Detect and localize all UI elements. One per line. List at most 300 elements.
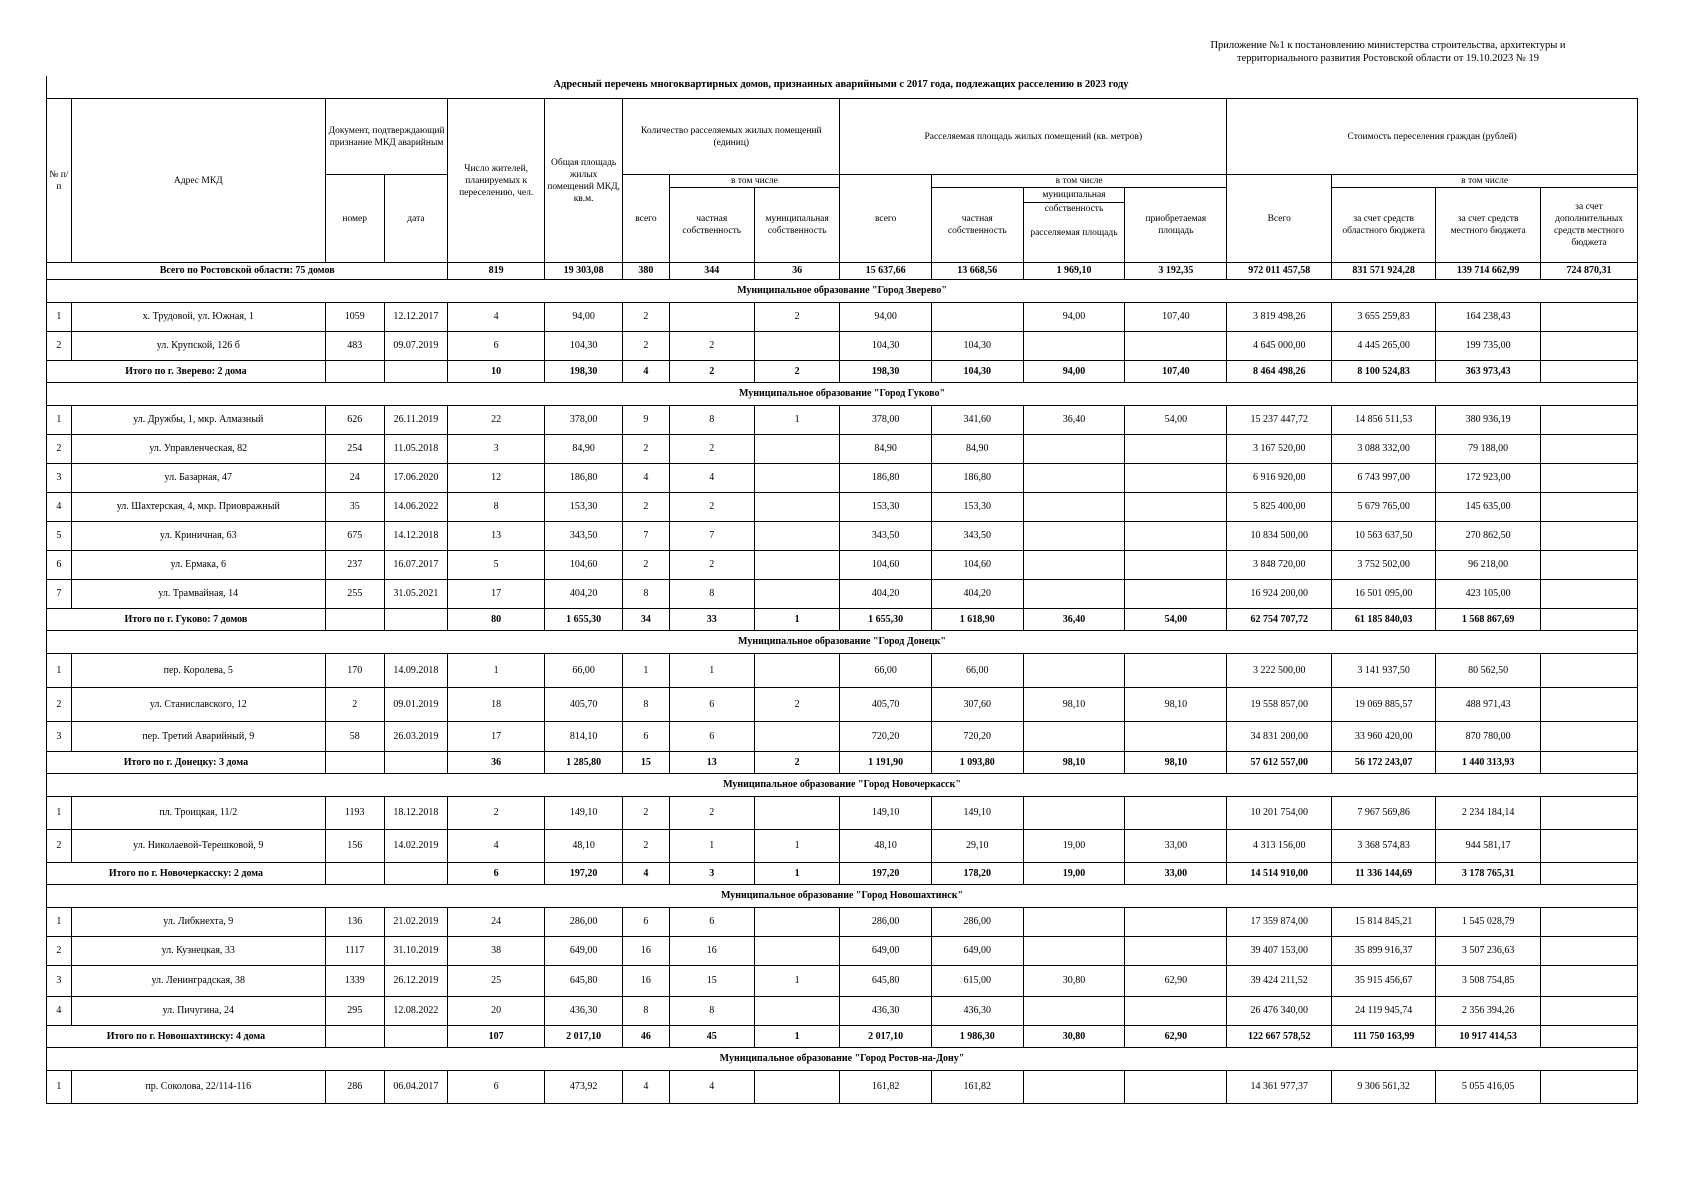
- table-row: [47, 966, 1638, 997]
- cell-area-acquired: [1125, 797, 1227, 830]
- cell-area-total: 378,00: [840, 406, 932, 435]
- cell-area-acquired: [1125, 464, 1227, 493]
- cell-residents: 6: [448, 1071, 545, 1104]
- cell-cost-total: 10 201 754,00: [1227, 797, 1332, 830]
- table-row: [47, 435, 1638, 464]
- cell-cost-regional: 14 856 511,53: [1332, 406, 1436, 435]
- header-area-municipal: муниципальная собственность: [1024, 188, 1125, 203]
- cell-municipal: [754, 464, 839, 493]
- cell-municipal: [754, 493, 839, 522]
- cell-doc-number: 35: [325, 493, 384, 522]
- cell-cost-extra: [1541, 1071, 1638, 1104]
- table-row: [47, 654, 1638, 688]
- cell-residents: 107: [448, 1026, 545, 1048]
- cell-area-acquired: [1125, 522, 1227, 551]
- cell-units: 9: [623, 406, 669, 435]
- cell-cost-total: 3 819 498,26: [1227, 303, 1332, 332]
- cell-municipal: 2: [754, 688, 839, 722]
- cell-area-total: 197,20: [840, 863, 932, 885]
- cell-cost-regional: 111 750 163,99: [1332, 1026, 1436, 1048]
- cell-municipal: [754, 551, 839, 580]
- cell-cost-regional: 15 814 845,21: [1332, 908, 1436, 937]
- cell-residents: 1: [448, 654, 545, 688]
- cell-doc-date: 26.03.2019: [384, 722, 448, 752]
- cell-doc-date: 31.10.2019: [384, 937, 448, 966]
- subtotal-label: Итого по г. Зверево: 2 дома: [47, 361, 326, 383]
- cell-units: 4: [623, 361, 669, 383]
- cell-area-private: 178,20: [931, 863, 1023, 885]
- cell-cost-local: 172 923,00: [1436, 464, 1541, 493]
- cell-cost-total: 6 916 920,00: [1227, 464, 1332, 493]
- cell-area-total: 149,10: [840, 797, 932, 830]
- cell-residents: 20: [448, 997, 545, 1026]
- cell-address: ул. Николаевой-Терешковой, 9: [71, 830, 325, 863]
- cell-doc-number: 2: [325, 688, 384, 722]
- cell-doc-number: 295: [325, 997, 384, 1026]
- subtotal-row: [47, 863, 1638, 885]
- cell-municipal: [754, 580, 839, 609]
- cell-area: 94,00: [545, 303, 623, 332]
- cell-area-resettled: [1023, 937, 1125, 966]
- cell-num: 2: [47, 830, 72, 863]
- cell-num: 2: [47, 332, 72, 361]
- cell-municipal: 1: [754, 830, 839, 863]
- header-units-total: всего: [623, 175, 669, 263]
- cell-area: 404,20: [545, 580, 623, 609]
- cell-cost-total: 4 645 000,00: [1227, 332, 1332, 361]
- cell-area-resettled: [1023, 551, 1125, 580]
- municipality-row: [47, 774, 1638, 797]
- cell-municipal: 2: [754, 752, 839, 774]
- cell-municipal: 2: [754, 361, 839, 383]
- cell-doc-number: 170: [325, 654, 384, 688]
- cell-cost-extra: [1541, 406, 1638, 435]
- grand-total-row: [47, 263, 1638, 280]
- cell-private: 1: [669, 654, 754, 688]
- cell-cost-local: 488 971,43: [1436, 688, 1541, 722]
- cell-cost-extra: [1541, 722, 1638, 752]
- cell-units: 6: [623, 908, 669, 937]
- cell-cost-extra: [1541, 522, 1638, 551]
- cell-area-total: 1 655,30: [840, 609, 932, 631]
- cell-address: ул. Базарная, 47: [71, 464, 325, 493]
- cell-area-total: 84,90: [840, 435, 932, 464]
- cell-doc-date: 11.05.2018: [384, 435, 448, 464]
- cell-area-acquired: 54,00: [1125, 609, 1227, 631]
- cell-cost-local: 5 055 416,05: [1436, 1071, 1541, 1104]
- cell-private: 6: [669, 688, 754, 722]
- cell-units: 2: [623, 332, 669, 361]
- cell-cost-total: 62 754 707,72: [1227, 609, 1332, 631]
- header-area-total: всего: [840, 175, 932, 263]
- cell-cost-local: 10 917 414,53: [1436, 1026, 1541, 1048]
- cell-residents: 2: [448, 797, 545, 830]
- municipality-name: Муниципальное образование "Город Ростов-на-Дону": [47, 1048, 1638, 1071]
- cell-num: 3: [47, 722, 72, 752]
- cell-units: 1: [623, 654, 669, 688]
- cell-doc-date: 14.09.2018: [384, 654, 448, 688]
- cell-cost-extra: [1541, 332, 1638, 361]
- cell-cost-total: 39 424 211,52: [1227, 966, 1332, 997]
- cell-area: 198,30: [545, 361, 623, 383]
- cell-address: х. Трудовой, ул. Южная, 1: [71, 303, 325, 332]
- cell-private: 3: [669, 863, 754, 885]
- cell-area-total: 186,80: [840, 464, 932, 493]
- cell-cost-regional: 11 336 144,69: [1332, 863, 1436, 885]
- cell-residents: 6: [448, 863, 545, 885]
- cell-area-acquired: 107,40: [1125, 303, 1227, 332]
- header-area-group: Расселяемая площадь жилых помещений (кв. метров): [840, 99, 1227, 175]
- cell-private: 2: [669, 493, 754, 522]
- table-row: [47, 464, 1638, 493]
- cell-area: 197,20: [545, 863, 623, 885]
- cell-units: 34: [623, 609, 669, 631]
- cell-doc-number: 24: [325, 464, 384, 493]
- cell-cost-total: 34 831 200,00: [1227, 722, 1332, 752]
- cell-area-private: 186,80: [931, 464, 1023, 493]
- municipality-name: Муниципальное образование "Город Новошахтинск": [47, 885, 1638, 908]
- cell-num: 1: [47, 654, 72, 688]
- cell-municipal: 1: [754, 406, 839, 435]
- cell-private: 16: [669, 937, 754, 966]
- cell-area-private: 1 986,30: [931, 1026, 1023, 1048]
- cell-units: 16: [623, 966, 669, 997]
- cell-cost-local: 199 735,00: [1436, 332, 1541, 361]
- cell-cost-total: 57 612 557,00: [1227, 752, 1332, 774]
- cell-cost-regional: 56 172 243,07: [1332, 752, 1436, 774]
- cell-units: 8: [623, 580, 669, 609]
- cell-residents: 4: [448, 830, 545, 863]
- cell-cost-local: 3 178 765,31: [1436, 863, 1541, 885]
- cell-units: 6: [623, 722, 669, 752]
- cell-cost-total: 15 237 447,72: [1227, 406, 1332, 435]
- cell-area-resettled: 30,80: [1023, 1026, 1125, 1048]
- cell-cost-regional: 6 743 997,00: [1332, 464, 1436, 493]
- cell-doc-number: 255: [325, 580, 384, 609]
- cell-area-total: 104,30: [840, 332, 932, 361]
- cell-units: 15: [623, 752, 669, 774]
- cell-cost-regional: 33 960 420,00: [1332, 722, 1436, 752]
- cell-area-acquired: [1125, 551, 1227, 580]
- cell-cost-regional: 19 069 885,57: [1332, 688, 1436, 722]
- cell-doc-number: 1193: [325, 797, 384, 830]
- cell-doc-number: 136: [325, 908, 384, 937]
- cell-units: 16: [623, 937, 669, 966]
- cell-cost-local: 145 635,00: [1436, 493, 1541, 522]
- table-row: [47, 997, 1638, 1026]
- cell-doc-number: 254: [325, 435, 384, 464]
- cell-address: пр. Соколова, 22/114-116: [71, 1071, 325, 1104]
- appendix-line-1: Приложение №1 к постановлению министерства строительства, архитектуры и: [1210, 40, 1566, 51]
- cell-cost-regional: 35 899 916,37: [1332, 937, 1436, 966]
- cell-residents: 36: [448, 752, 545, 774]
- cell-area-private: 13 668,56: [931, 263, 1023, 280]
- cell-municipal: 1: [754, 966, 839, 997]
- table-header: [47, 99, 1638, 263]
- cell-residents: 22: [448, 406, 545, 435]
- cell-area-total: 404,20: [840, 580, 932, 609]
- cell-cost-extra: [1541, 830, 1638, 863]
- cell-doc-date: [384, 609, 448, 631]
- cell-units: 2: [623, 303, 669, 332]
- cell-area-private: 404,20: [931, 580, 1023, 609]
- header-area-resettled: расселяемая площадь: [1030, 227, 1118, 238]
- cell-residents: 18: [448, 688, 545, 722]
- cell-municipal: [754, 654, 839, 688]
- cell-municipal: [754, 722, 839, 752]
- cell-units: 2: [623, 830, 669, 863]
- cell-units: 2: [623, 797, 669, 830]
- cell-area-acquired: 3 192,35: [1125, 263, 1227, 280]
- cell-area-private: 104,30: [931, 332, 1023, 361]
- cell-private: 2: [669, 797, 754, 830]
- header-cost-regional: за счет средств областного бюджета: [1332, 188, 1436, 263]
- cell-cost-regional: 831 571 924,28: [1332, 263, 1436, 280]
- header-doc: Документ, подтверждающий признание МКД аварийным: [325, 99, 447, 175]
- cell-cost-extra: [1541, 966, 1638, 997]
- cell-doc-number: [325, 361, 384, 383]
- cell-area-acquired: 33,00: [1125, 863, 1227, 885]
- cell-residents: 10: [448, 361, 545, 383]
- cell-area-acquired: [1125, 908, 1227, 937]
- cell-private: 4: [669, 1071, 754, 1104]
- cell-area: 814,10: [545, 722, 623, 752]
- cell-doc-date: [384, 752, 448, 774]
- cell-area: 645,80: [545, 966, 623, 997]
- cell-area: 343,50: [545, 522, 623, 551]
- cell-doc-date: [384, 361, 448, 383]
- cell-private: 2: [669, 435, 754, 464]
- cell-cost-extra: [1541, 863, 1638, 885]
- cell-area-resettled: 36,40: [1023, 406, 1125, 435]
- cell-doc-date: 17.06.2020: [384, 464, 448, 493]
- cell-num: 3: [47, 966, 72, 997]
- municipality-row: [47, 280, 1638, 303]
- cell-doc-number: [325, 863, 384, 885]
- cell-area-private: 149,10: [931, 797, 1023, 830]
- cell-address: пер. Королева, 5: [71, 654, 325, 688]
- cell-cost-extra: [1541, 908, 1638, 937]
- cell-area-private: 104,30: [931, 361, 1023, 383]
- cell-municipal: 36: [754, 263, 839, 280]
- cell-area-acquired: [1125, 937, 1227, 966]
- cell-area-total: 161,82: [840, 1071, 932, 1104]
- cell-area-private: 436,30: [931, 997, 1023, 1026]
- cell-private: 33: [669, 609, 754, 631]
- subtotal-label: Итого по г. Донецку: 3 дома: [47, 752, 326, 774]
- cell-doc-number: 286: [325, 1071, 384, 1104]
- cell-area: 378,00: [545, 406, 623, 435]
- cell-doc-date: 16.07.2017: [384, 551, 448, 580]
- cell-area-private: 104,60: [931, 551, 1023, 580]
- cell-residents: 4: [448, 303, 545, 332]
- cell-cost-total: 4 313 156,00: [1227, 830, 1332, 863]
- table-row: [47, 551, 1638, 580]
- cell-area-acquired: 62,90: [1125, 966, 1227, 997]
- cell-doc-number: [325, 1026, 384, 1048]
- cell-cost-total: 972 011 457,58: [1227, 263, 1332, 280]
- cell-area-acquired: 33,00: [1125, 830, 1227, 863]
- cell-area-total: 48,10: [840, 830, 932, 863]
- cell-area-acquired: [1125, 493, 1227, 522]
- cell-area: 153,30: [545, 493, 623, 522]
- cell-residents: 8: [448, 493, 545, 522]
- cell-area-resettled: 30,80: [1023, 966, 1125, 997]
- subtotal-label: Итого по г. Новочеркасску: 2 дома: [47, 863, 326, 885]
- header-cost-local: за счет средств местного бюджета: [1436, 188, 1541, 263]
- cell-private: 7: [669, 522, 754, 551]
- cell-area-resettled: 98,10: [1023, 752, 1125, 774]
- table-row: [47, 332, 1638, 361]
- cell-num: 2: [47, 937, 72, 966]
- cell-doc-number: [325, 609, 384, 631]
- subtotal-label: Итого по г. Новошахтинску: 4 дома: [47, 1026, 326, 1048]
- cell-num: 1: [47, 303, 72, 332]
- cell-private: [669, 303, 754, 332]
- cell-address: ул. Ермака, 6: [71, 551, 325, 580]
- header-units-incl: в том числе: [669, 175, 840, 188]
- cell-cost-local: 80 562,50: [1436, 654, 1541, 688]
- cell-area-resettled: [1023, 522, 1125, 551]
- cell-area-resettled: 19,00: [1023, 863, 1125, 885]
- cell-municipal: [754, 435, 839, 464]
- header-num: № п/п: [47, 99, 72, 263]
- header-area-acquired: приобретаемая площадь: [1125, 188, 1227, 263]
- cell-area-acquired: [1125, 435, 1227, 464]
- municipality-row: [47, 631, 1638, 654]
- cell-area-private: 615,00: [931, 966, 1023, 997]
- cell-cost-regional: 35 915 456,67: [1332, 966, 1436, 997]
- municipality-row: [47, 383, 1638, 406]
- cell-cost-local: 2 356 394,26: [1436, 997, 1541, 1026]
- cell-area-resettled: [1023, 332, 1125, 361]
- cell-municipal: [754, 937, 839, 966]
- cell-doc-date: [384, 863, 448, 885]
- cell-cost-extra: [1541, 997, 1638, 1026]
- cell-area-private: 161,82: [931, 1071, 1023, 1104]
- cell-private: 6: [669, 722, 754, 752]
- cell-cost-local: 270 862,50: [1436, 522, 1541, 551]
- cell-area: 149,10: [545, 797, 623, 830]
- cell-units: 380: [623, 263, 669, 280]
- cell-private: 13: [669, 752, 754, 774]
- cell-private: 4: [669, 464, 754, 493]
- cell-doc-number: 58: [325, 722, 384, 752]
- cell-cost-regional: 3 655 259,83: [1332, 303, 1436, 332]
- cell-cost-total: 3 848 720,00: [1227, 551, 1332, 580]
- cell-doc-date: 09.01.2019: [384, 688, 448, 722]
- cell-units: 8: [623, 997, 669, 1026]
- cell-residents: 13: [448, 522, 545, 551]
- cell-municipal: 2: [754, 303, 839, 332]
- cell-cost-extra: [1541, 580, 1638, 609]
- cell-area: 405,70: [545, 688, 623, 722]
- cell-num: 1: [47, 1071, 72, 1104]
- cell-cost-extra: [1541, 609, 1638, 631]
- cell-cost-local: 2 234 184,14: [1436, 797, 1541, 830]
- cell-area-resettled: 36,40: [1023, 609, 1125, 631]
- header-cost-total: Всего: [1227, 175, 1332, 263]
- cell-area: 649,00: [545, 937, 623, 966]
- cell-municipal: [754, 332, 839, 361]
- cell-municipal: 1: [754, 863, 839, 885]
- cell-doc-date: 26.12.2019: [384, 966, 448, 997]
- table-body: [47, 263, 1638, 1104]
- cell-area: 48,10: [545, 830, 623, 863]
- cell-area-total: 286,00: [840, 908, 932, 937]
- cell-area-resettled: [1023, 797, 1125, 830]
- cell-cost-regional: 8 100 524,83: [1332, 361, 1436, 383]
- cell-municipal: [754, 522, 839, 551]
- table-row: [47, 908, 1638, 937]
- cell-cost-extra: [1541, 551, 1638, 580]
- cell-area-total: 436,30: [840, 997, 932, 1026]
- cell-municipal: [754, 997, 839, 1026]
- cell-private: 8: [669, 580, 754, 609]
- cell-num: 4: [47, 997, 72, 1026]
- subtotal-row: [47, 609, 1638, 631]
- cell-area-acquired: [1125, 1071, 1227, 1104]
- cell-area-resettled: [1023, 1071, 1125, 1104]
- cell-num: 3: [47, 464, 72, 493]
- cell-private: 15: [669, 966, 754, 997]
- cell-residents: 12: [448, 464, 545, 493]
- cell-area-acquired: [1125, 580, 1227, 609]
- cell-doc-number: 626: [325, 406, 384, 435]
- cell-private: 8: [669, 997, 754, 1026]
- cell-cost-extra: [1541, 1026, 1638, 1048]
- cell-cost-total: 17 359 874,00: [1227, 908, 1332, 937]
- cell-area-resettled: [1023, 435, 1125, 464]
- cell-area-acquired: [1125, 332, 1227, 361]
- header-area-incl: в том числе: [931, 175, 1226, 188]
- cell-area: 286,00: [545, 908, 623, 937]
- cell-area-resettled: [1023, 722, 1125, 752]
- cell-cost-regional: 5 679 765,00: [1332, 493, 1436, 522]
- cell-area-private: 84,90: [931, 435, 1023, 464]
- cell-cost-regional: 9 306 561,32: [1332, 1071, 1436, 1104]
- cell-address: ул. Шахтерская, 4, мкр. Приовражный: [71, 493, 325, 522]
- cell-cost-regional: 61 185 840,03: [1332, 609, 1436, 631]
- cell-residents: 80: [448, 609, 545, 631]
- cell-num: 7: [47, 580, 72, 609]
- cell-area-total: 15 637,66: [840, 263, 932, 280]
- appendix-note: [1178, 39, 1598, 65]
- cell-area-private: 720,20: [931, 722, 1023, 752]
- cell-doc-date: [384, 1026, 448, 1048]
- cell-cost-extra: [1541, 303, 1638, 332]
- cell-address: ул. Ленинградская, 38: [71, 966, 325, 997]
- cell-area: 473,92: [545, 1071, 623, 1104]
- cell-area-private: 1 618,90: [931, 609, 1023, 631]
- cell-area-resettled: [1023, 654, 1125, 688]
- cell-doc-date: 14.06.2022: [384, 493, 448, 522]
- cell-area: 104,60: [545, 551, 623, 580]
- cell-num: 1: [47, 908, 72, 937]
- cell-cost-local: 139 714 662,99: [1436, 263, 1541, 280]
- cell-address: пл. Троицкая, 11/2: [71, 797, 325, 830]
- cell-cost-total: 16 924 200,00: [1227, 580, 1332, 609]
- cell-residents: 3: [448, 435, 545, 464]
- cell-residents: 38: [448, 937, 545, 966]
- cell-private: 8: [669, 406, 754, 435]
- cell-cost-local: 423 105,00: [1436, 580, 1541, 609]
- cell-units: 2: [623, 435, 669, 464]
- cell-cost-local: 363 973,43: [1436, 361, 1541, 383]
- grand-total-label: Всего по Ростовской области: 75 домов: [47, 263, 448, 280]
- cell-area-private: [931, 303, 1023, 332]
- cell-municipal: 1: [754, 609, 839, 631]
